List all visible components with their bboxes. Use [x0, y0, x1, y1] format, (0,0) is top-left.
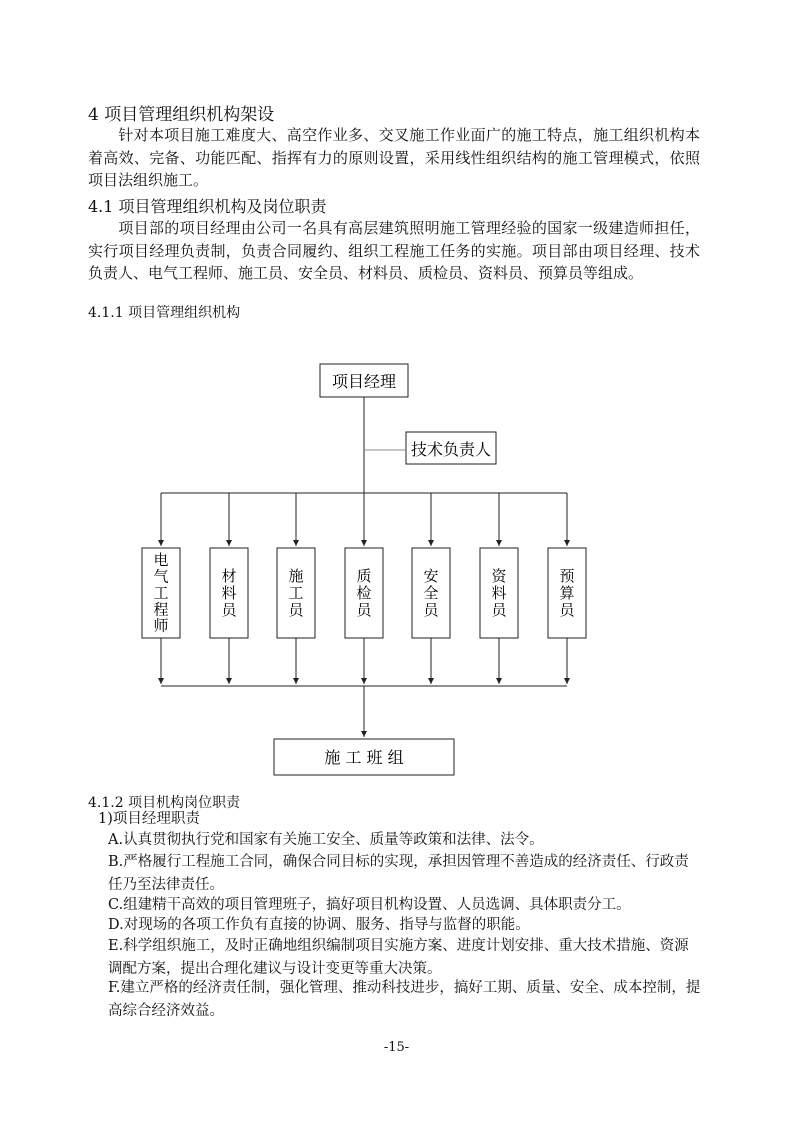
technical-lead-label: 技术负责人 — [410, 440, 492, 459]
duty-item: A.认真贯彻执行党和国家有关施工安全、质量等政策和法律、法令。 — [108, 832, 544, 848]
duty-item: B.严格履行工程施工合同，确保合同目标的实现，承担因管理不善造成的经济责任、行政责任乃至法律责任。 — [108, 854, 689, 893]
construction-team-label: 施 工 班 组 — [324, 748, 404, 767]
role-label: 材料员 — [221, 567, 237, 620]
duties-subheading: 1)项目经理职责 — [98, 811, 200, 827]
section-title: 4 项目管理组织机构架设 — [88, 105, 275, 125]
subsection-text-body: 项目部的项目经理由公司一名具有高层建筑照明施工管理经验的国家一级建造师担任，实行项目经理负责制，负责合同履约、组织工程施工任务的实施。项目部由项目经理、技术负责人、电气工程师、施工员、安全员、材料员、质检员、资料员、预算员等组成。 — [88, 219, 700, 282]
role-label: 预算员 — [559, 567, 575, 620]
role-label: 质检员 — [356, 567, 372, 620]
role-label: 资料员 — [491, 567, 507, 620]
project-manager-label: 项目经理 — [331, 372, 397, 391]
duty-item: F.建立严格的经济责任制，强化管理、推动科技进步，搞好工期、质量、安全、成本控制，提高综合经济效益。 — [108, 980, 701, 1019]
section-intro-text: 针对本项目施工难度大、高空作业多、交叉施工作业面广的施工特点，施工组织机构本着高效、完备、功能匹配、指挥有力的原则设置，采用线性组织结构的施工管理模式，依照项目法组织施工。 — [88, 126, 700, 189]
subsection-title: 4.1 项目管理组织机构及岗位职责 — [88, 197, 327, 216]
duty-item: C.组建精干高效的项目管理班子，搞好项目机构设置、人员选调、具体职责分工。 — [108, 897, 631, 913]
duty-item: E.科学组织施工，及时正确地组织编制项目实施方案、进度计划安排、重大技术措施、资源调配方案，提出合理化建议与设计变更等重大决策。 — [108, 938, 689, 977]
role-label: 电气工程师 — [153, 551, 169, 635]
role-label: 安全员 — [423, 567, 439, 620]
role-label: 施工员 — [288, 567, 304, 620]
duty-item: D.对现场的各项工作负有直接的协调、服务、指导与监督的职能。 — [108, 917, 530, 933]
page-number: -15- — [383, 1040, 410, 1055]
duties-heading: 4.1.2 项目机构岗位职责 — [88, 795, 241, 811]
org-chart-heading: 4.1.1 项目管理组织机构 — [88, 305, 241, 321]
